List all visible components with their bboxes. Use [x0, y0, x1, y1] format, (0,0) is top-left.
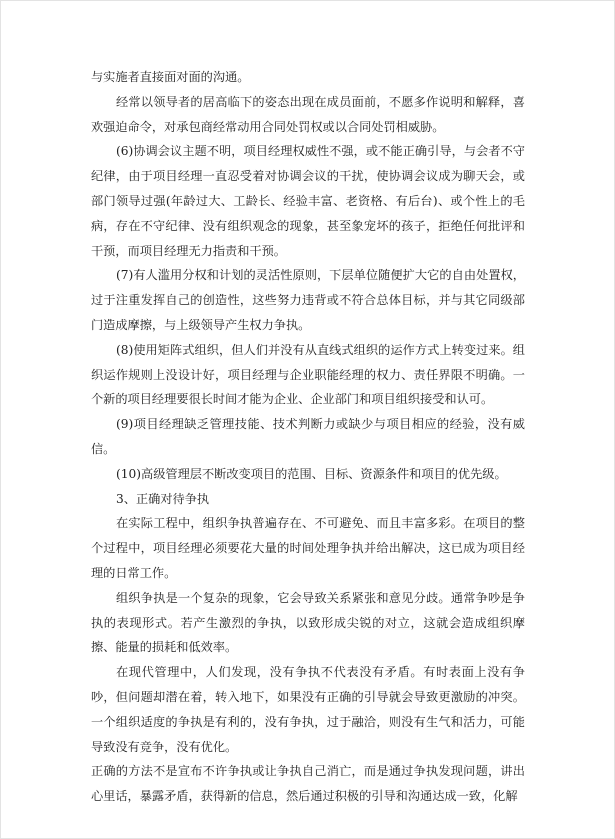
paragraph: 在现代管理中，人们发现，没有争执不代表没有矛盾。有时表面上没有争吵，但问题却潜在着，转入地下，如果没有正确的引导就会导致更激励的冲突。一个组织适度的争执是有利的，没有争执，过于融洽，则没有生气和活力，可能导致没有竞争，没有优化。 [91, 665, 525, 754]
paragraph: 经常以领导者的居高临下的姿态出现在成员面前，不愿多作说明和解释，喜欢强迫命令，对承包商经常动用合同处罚权或以合同处罚相威胁。 [91, 94, 525, 134]
paragraph: (7)有人滥用分权和计划的灵活性原则，下层单位随便扩大它的自由处置权，过于注重发挥自己的创造性，这些努力违背或不符合总体目标，并与其它同级部门造成摩擦，与上级领导产生权力争执。 [91, 268, 525, 332]
section-heading: 3、正确对待争执 [116, 491, 210, 506]
paragraph: (9)项目经理缺乏管理技能、技术判断力或缺少与项目相应的经验，没有威信。 [91, 417, 525, 456]
paragraph: 组织争执是一个复杂的现象，它会导致关系紧张和意见分歧。通常争吵是争执的表现形式。若产生激烈的争执，以致形成尖锐的对立，这就会造成组织摩擦、能量的损耗和低效率。 [91, 590, 525, 655]
paragraph: (8)使用矩阵式组织，但人们并没有从直线式组织的运作方式上转变过来。组织运作规则上没设计好，项目经理与企业职能经理的权力、责任界限不明确。一个新的项目经理要很长时间才能为企业、企业部门和项目组织接受和认可。 [91, 342, 525, 407]
paragraph: 与实施者直接面对面的沟通。 [91, 70, 250, 84]
paragraph: (10)高级管理层不断改变项目的范围、目标、资源条件和项目的优先级。 [116, 466, 507, 481]
body-text [91, 65, 525, 809]
paragraph: 在实际工程中，组织争执普遍存在、不可避免、而且丰富多彩。在项目的整个过程中，项目经理必须要花大量的时间处理争执并给出解决，这已成为项目经理的日常工作。 [91, 516, 525, 580]
paragraph: (6)协调会议主题不明，项目经理权威性不强，或不能正确引导，与会者不守纪律，由于项目经理一直忍受着对协调会议的干扰，使协调会议成为聊天会，或部门领导过强(年龄过大、工龄长、经验丰富、老资格、有后台)、或个性上的毛病，存在不守纪律、没有组织观念的现象，甚至象宠坏的孩子，拒绝任何批评和干预，而项目经理无力指责和干预。 [91, 144, 525, 258]
paragraph: 正确的方法不是宣布不许争执或让争执自己消亡，而是通过争执发现问题，讲出心里话，暴露矛盾，获得新的信息，然后通过积极的引导和沟通达成一致，化解 [91, 764, 525, 804]
